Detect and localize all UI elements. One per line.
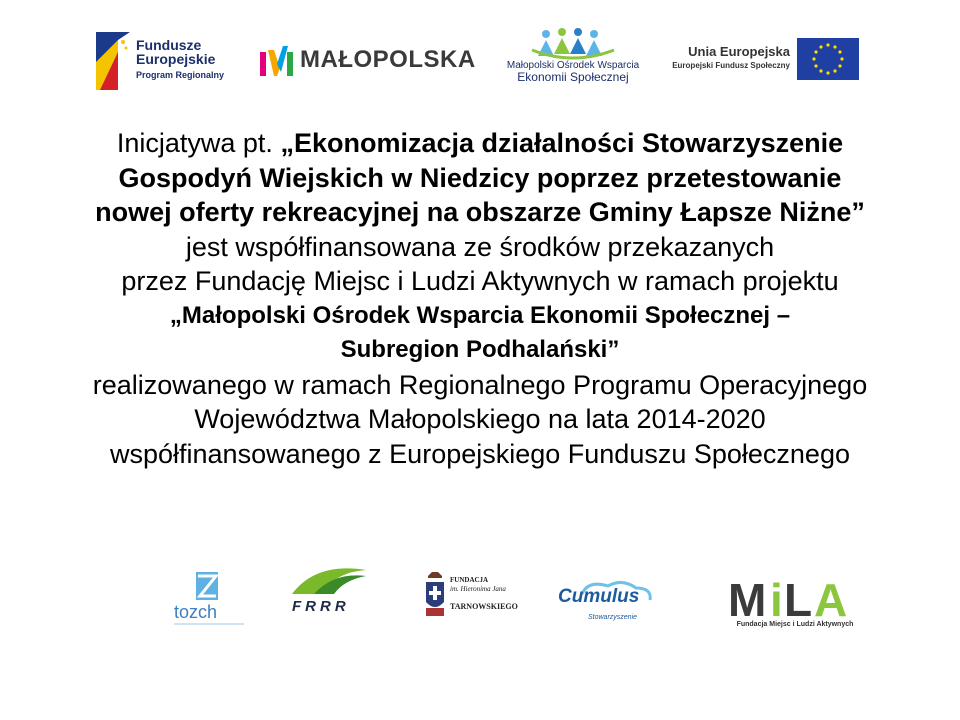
tarnowski-line1: FUNDACJA <box>450 576 489 584</box>
mowes-text <box>498 60 648 84</box>
svg-text:L: L <box>784 574 813 620</box>
malopolska-logo <box>260 42 482 82</box>
fundusze-line3: Program Regionalny <box>136 70 225 80</box>
ue-text <box>660 44 790 70</box>
mila-logo <box>728 570 862 632</box>
svg-text:A: A <box>814 574 848 620</box>
project-title-line2: Subregion Podhalański” <box>340 336 620 363</box>
frrr-leaves-icon <box>286 564 368 598</box>
tarnowski-text <box>450 576 518 611</box>
project-title-line1: „Małopolski Ośrodek Wsparcia Ekonomii Społecznej – <box>169 301 791 329</box>
frrr-text: FRRR <box>292 598 350 615</box>
mila-subtitle: Fundacja Miejsc i Ludzi Aktywnych <box>736 621 854 628</box>
program-line1: realizowanego w ramach Regionalnego Programu Operacyjnego <box>92 369 868 400</box>
tozch-logo <box>170 566 250 632</box>
unia-europejska-logo <box>660 36 860 84</box>
program-line2: Województwa Małopolskiego na lata 2014-2020 <box>194 404 766 434</box>
cumulus-text: Cumulus <box>558 586 640 607</box>
fundusze-line2: Europejskie <box>136 51 216 67</box>
funding-line2: przez Fundację Miejsc i Ludzi Aktywnych w ramach projektu <box>121 266 839 296</box>
tarnowski-line3: TARNOWSKIEGO <box>450 602 518 611</box>
tarnowski-line2: im. Hieronima Jana <box>450 585 506 593</box>
fundusze-line1: Fundusze <box>136 37 202 53</box>
tozch-icon <box>170 566 250 632</box>
cumulus-logo <box>552 574 672 630</box>
initiative-title-line3: nowej oferty rekreacyjnej na obszarze Gminy Łapsze Niżne” <box>95 197 865 227</box>
announcement-line-1 <box>0 126 960 161</box>
people-circle-icon <box>528 28 618 60</box>
mowes-logo <box>498 28 648 90</box>
tozch-text: tozch <box>174 602 218 622</box>
eu-flag-icon <box>797 38 859 80</box>
cumulus-subtitle: Stowarzyszenie <box>588 614 638 621</box>
ue-line1: Unia Europejska <box>688 44 790 59</box>
coat-of-arms-icon <box>424 572 446 620</box>
ue-line2: Europejski Fundusz Społeczny <box>672 61 790 70</box>
svg-text:M: M <box>728 574 767 620</box>
tarnowski-foundation-logo <box>424 568 518 628</box>
intro-text: Inicjatywa pt. <box>116 128 281 158</box>
initiative-title-line2: Gospodyń Wiejskich w Niedzicy poprzez przetestowanie <box>118 162 842 193</box>
mila-wordmark-icon <box>728 570 862 620</box>
fundusze-europejskie-logo <box>96 32 246 90</box>
fundusze-europejskie-emblem-icon <box>96 32 130 90</box>
fundusze-europejskie-text <box>136 38 224 82</box>
mowes-line1: Małopolski Ośrodek Wsparcia <box>506 60 640 71</box>
frrr-logo <box>286 564 368 626</box>
malopolska-m-icon <box>260 46 294 76</box>
svg-text:i: i <box>770 574 783 620</box>
funding-line1: jest współfinansowana ze środków przekazanych <box>185 231 775 262</box>
partner-logos-top <box>0 28 960 92</box>
partner-logos-bottom <box>0 560 960 640</box>
initiative-title-line1: „Ekonomizacja działalności Stowarzyszenie <box>280 128 844 158</box>
program-line3: współfinansowanego z Europejskiego Funduszu Społecznego <box>110 438 850 469</box>
malopolska-text: MAŁOPOLSKA <box>300 46 476 73</box>
mowes-line2: Ekonomii Społecznej <box>517 70 629 84</box>
announcement-text <box>0 126 960 471</box>
